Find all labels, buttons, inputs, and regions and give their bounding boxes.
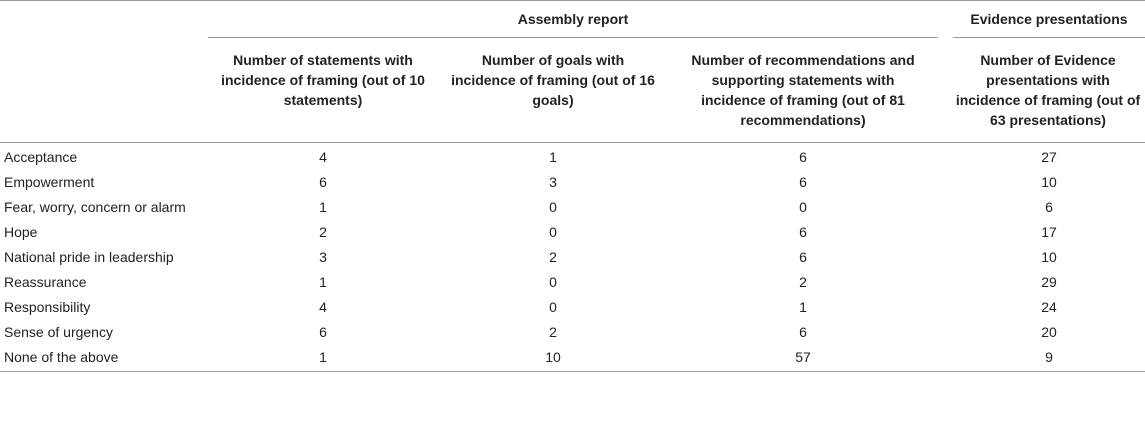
column-header-recommendations: Number of recommendations and supporting statements with incidence of framing (out of 81 recommendations): [668, 38, 938, 143]
cell-statements: 3: [319, 249, 327, 265]
table-row: [0, 270, 1145, 295]
row-label: Fear, worry, concern or alarm: [4, 199, 186, 215]
table-body: [0, 143, 1145, 372]
cell-recommendations: 2: [799, 274, 807, 290]
cell-statements: 2: [319, 224, 327, 240]
column-header-statements: Number of statements with incidence of framing (out of 10 statements): [208, 38, 438, 143]
cell-evidence-presentations: 27: [1041, 149, 1057, 165]
row-label: Responsibility: [4, 299, 91, 315]
table-row: [0, 195, 1145, 220]
cell-recommendations: 0: [799, 199, 807, 215]
cell-statements: 6: [319, 324, 327, 340]
row-label: National pride in leadership: [4, 249, 174, 265]
row-label: Hope: [4, 224, 38, 240]
cell-statements: 4: [319, 299, 327, 315]
cell-evidence-presentations: 6: [1045, 199, 1053, 215]
cell-recommendations: 6: [799, 149, 807, 165]
cell-goals: 0: [549, 199, 557, 215]
cell-statements: 1: [319, 274, 327, 290]
cell-goals: 3: [549, 174, 557, 190]
evidence-presentations-group-header: Evidence presentations: [953, 1, 1145, 38]
cell-statements: 6: [319, 174, 327, 190]
cell-evidence-presentations: 29: [1041, 274, 1057, 290]
cell-recommendations: 6: [799, 249, 807, 265]
cell-goals: 2: [549, 324, 557, 340]
cell-statements: 4: [319, 149, 327, 165]
table-row: [0, 220, 1145, 245]
cell-goals: 0: [549, 274, 557, 290]
table-row: [0, 345, 1145, 372]
row-label: Empowerment: [4, 174, 95, 190]
column-header-row: [0, 38, 1145, 143]
cell-evidence-presentations: 20: [1041, 324, 1057, 340]
column-header-goals: Number of goals with incidence of framing (out of 16 goals): [438, 38, 668, 143]
cell-evidence-presentations: 9: [1045, 349, 1053, 365]
table-row: [0, 295, 1145, 320]
cell-recommendations: 6: [799, 174, 807, 190]
cell-evidence-presentations: 24: [1041, 299, 1057, 315]
column-group-row: [0, 1, 1145, 38]
table-row: [0, 245, 1145, 270]
cell-evidence-presentations: 10: [1041, 249, 1057, 265]
table-row: [0, 143, 1145, 171]
table-header: [0, 1, 1145, 143]
cell-recommendations: 57: [795, 349, 811, 365]
cell-statements: 1: [319, 349, 327, 365]
cell-goals: 2: [549, 249, 557, 265]
cell-goals: 10: [545, 349, 561, 365]
table-row: [0, 320, 1145, 345]
cell-evidence-presentations: 17: [1041, 224, 1057, 240]
row-label: None of the above: [4, 349, 119, 365]
cell-goals: 0: [549, 299, 557, 315]
assembly-report-group-header: Assembly report: [208, 1, 938, 38]
column-header-evidence-presentations: Number of Evidence presentations with incidence of framing (out of 63 presentations): [953, 38, 1145, 143]
row-label: Sense of urgency: [4, 324, 113, 340]
table-row: [0, 170, 1145, 195]
cell-goals: 1: [549, 149, 557, 165]
cell-evidence-presentations: 10: [1041, 174, 1057, 190]
cell-statements: 1: [319, 199, 327, 215]
cell-recommendations: 1: [799, 299, 807, 315]
cell-goals: 0: [549, 224, 557, 240]
cell-recommendations: 6: [799, 324, 807, 340]
row-label: Acceptance: [4, 149, 78, 165]
cell-recommendations: 6: [799, 224, 807, 240]
row-label: Reassurance: [4, 274, 87, 290]
